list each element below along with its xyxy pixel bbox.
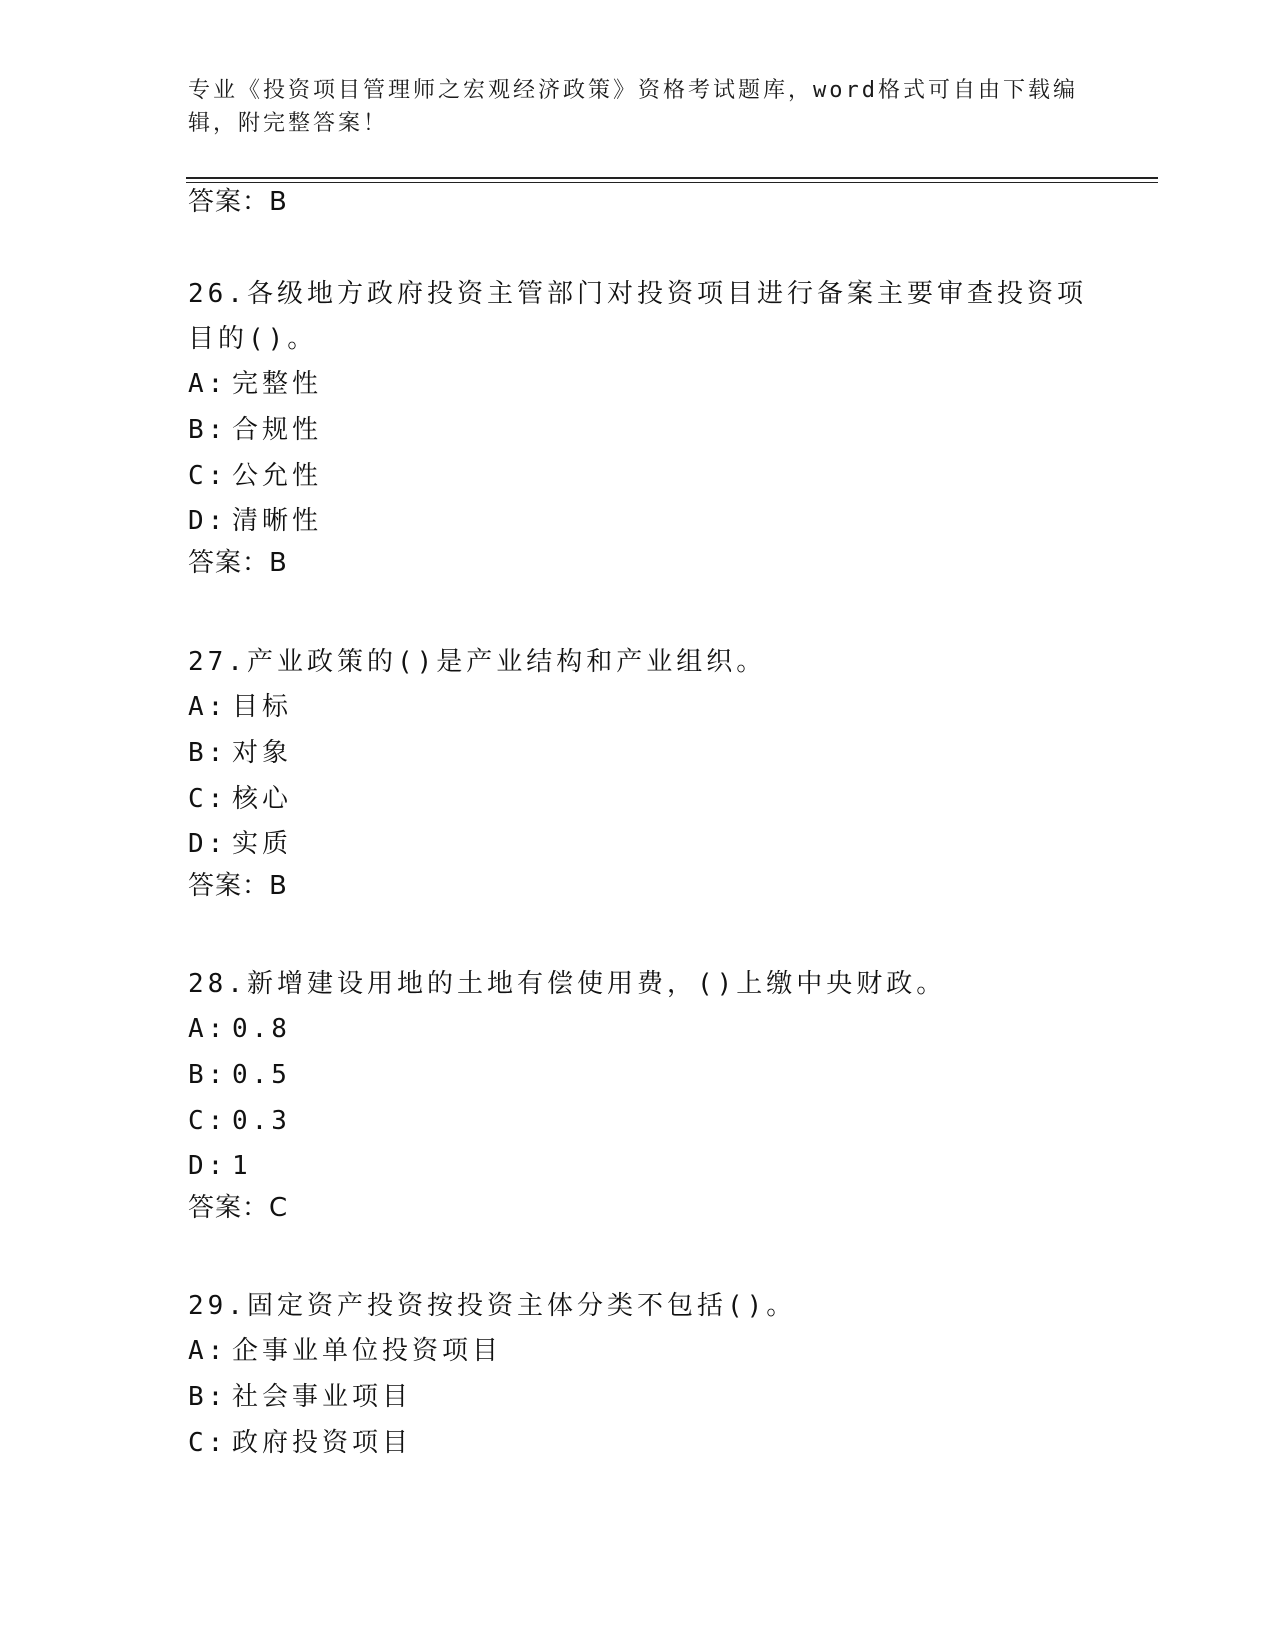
option-key: C:: [188, 783, 228, 814]
option-value: 0.3: [232, 1105, 291, 1136]
option-b: [188, 408, 1088, 454]
option-value: 对象: [232, 737, 293, 768]
option-key: D:: [188, 1151, 228, 1182]
option-value: 核心: [232, 783, 293, 814]
option-d: [188, 1144, 1088, 1190]
question-text: 28.新增建设用地的土地有偿使用费，()上缴中央财政。: [188, 969, 947, 999]
option-value: 目标: [232, 692, 293, 722]
option-key: C:: [188, 460, 228, 491]
option-c: [188, 777, 1088, 823]
option-a: [188, 362, 1088, 408]
option-key: A:: [188, 1336, 228, 1366]
question-text: 29.固定资产投资按投资主体分类不包括()。: [188, 1291, 797, 1321]
option-c: [188, 1421, 1088, 1467]
document-header: 专业《投资项目管理师之宏观经济政策》资格考试题库，word格式可自由下载编辑，附完整答案！: [188, 78, 1078, 136]
option-a: [188, 1007, 1088, 1053]
option-key: B:: [188, 1381, 228, 1412]
answer-line: 答案：C: [188, 1193, 289, 1224]
option-a: [188, 685, 1088, 731]
option-c: [188, 454, 1088, 500]
option-c: [188, 1099, 1088, 1145]
option-key: A:: [188, 369, 228, 399]
question-block: [188, 962, 1088, 1236]
option-key: C:: [188, 1427, 228, 1458]
option-a: [188, 1329, 1088, 1375]
answer-line: 答案：B: [188, 187, 288, 217]
option-key: D:: [188, 506, 228, 537]
option-value: 完整性: [232, 369, 323, 399]
option-value: 政府投资项目: [232, 1427, 413, 1458]
option-value: 公允性: [232, 460, 323, 491]
option-b: [188, 1375, 1088, 1421]
option-key: B:: [188, 414, 228, 445]
question-text: 26.各级地方政府投资主管部门对投资项目进行备案主要审查投资项目的()。: [188, 279, 1087, 354]
answer-line: 答案：B: [188, 548, 288, 579]
option-key: B:: [188, 737, 228, 768]
question-block: [188, 1284, 1088, 1466]
option-key: C:: [188, 1105, 228, 1136]
option-key: A:: [188, 692, 228, 722]
option-value: 清晰性: [232, 506, 323, 537]
answer-line: 答案：B: [188, 871, 288, 902]
header-divider-thin: [186, 182, 1158, 183]
option-value: 实质: [232, 829, 293, 860]
option-b: [188, 731, 1088, 777]
header-divider-thick: [186, 177, 1158, 179]
question-block: [188, 640, 1088, 914]
option-key: B:: [188, 1059, 228, 1090]
option-b: [188, 1053, 1088, 1099]
option-value: 企事业单位投资项目: [232, 1336, 503, 1366]
question-text: 27.产业政策的()是产业结构和产业组织。: [188, 647, 767, 677]
option-value: 1: [232, 1151, 252, 1182]
option-value: 合规性: [232, 414, 323, 445]
option-key: A:: [188, 1014, 228, 1044]
option-value: 0.5: [232, 1059, 291, 1090]
option-value: 0.8: [232, 1014, 291, 1044]
option-d: [188, 499, 1088, 545]
question-block: [188, 272, 1088, 591]
option-d: [188, 822, 1088, 868]
option-key: D:: [188, 829, 228, 860]
option-value: 社会事业项目: [232, 1381, 413, 1412]
